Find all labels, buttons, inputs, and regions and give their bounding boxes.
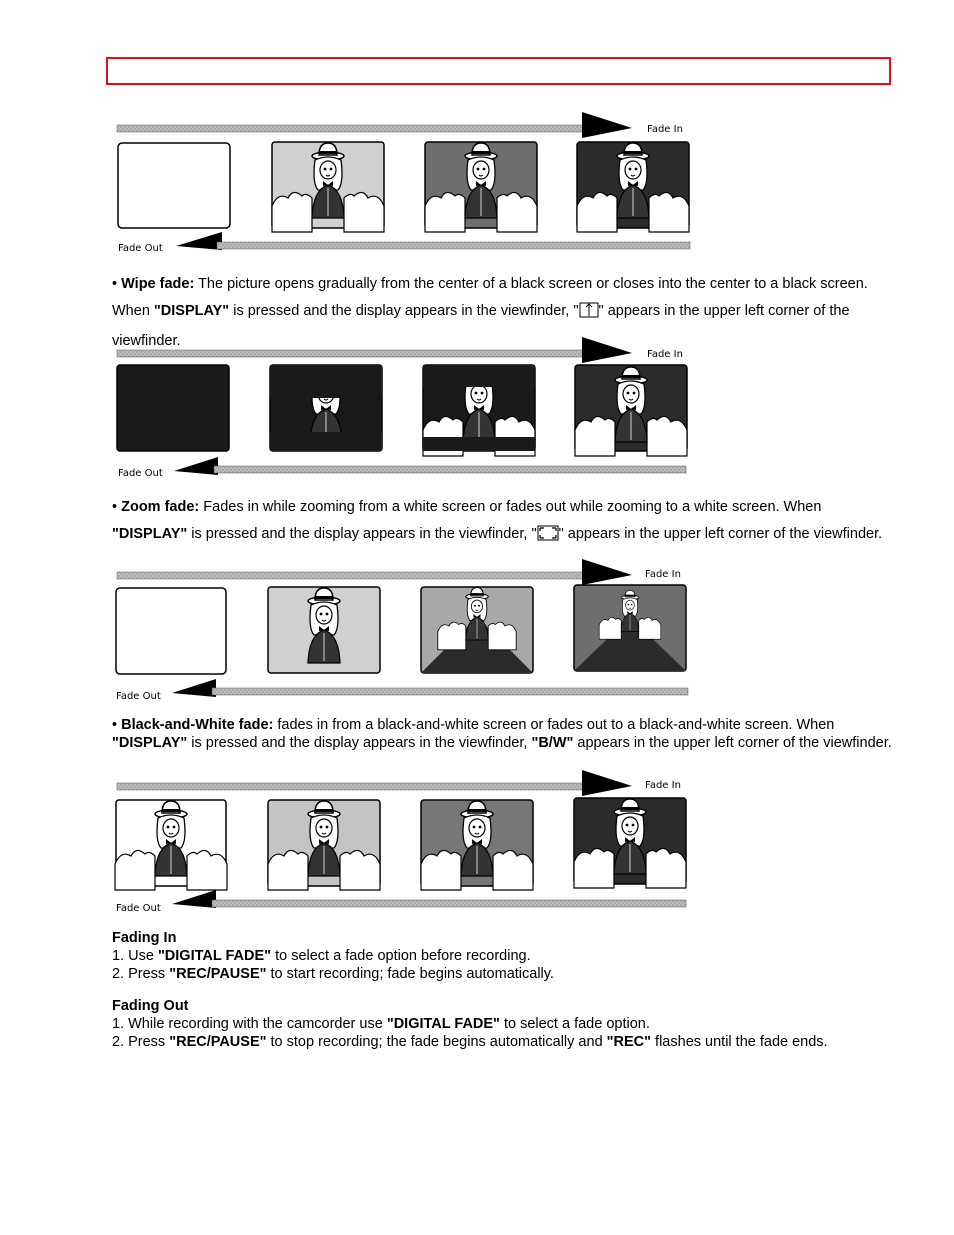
wipe-indicator-icon (579, 301, 599, 328)
fading-in-section (112, 929, 892, 983)
zoom-fade-term: Zoom fade: (121, 499, 200, 515)
fade-diagram-bw (112, 768, 692, 913)
fading-out-step-1: 1. While recording with the camcorder use "DIGITAL FADE" to select a fade option. (112, 1016, 650, 1032)
wipe-fade-paragraph: • Wipe fade: The picture opens gradually from the center of a black screen or closes into the center to a black screen. When "DISPLAY" is pressed and the display appears in the viewfinder, " " appears in the upper left corner of the viewfinder. (112, 276, 868, 349)
fade-out-label: Fade Out (118, 468, 163, 479)
fading-in-heading: Fading In (112, 930, 177, 946)
fade-diagram-zoom (112, 557, 692, 702)
fade-in-label: Fade In (645, 569, 681, 580)
bullet: • (112, 499, 118, 515)
bw-fade-term: Black-and-White fade: (121, 717, 274, 733)
fade-in-label: Fade In (647, 349, 683, 360)
fade-out-label: Fade Out (118, 243, 163, 254)
fade-out-label: Fade Out (116, 903, 161, 913)
zoom-indicator-icon (537, 524, 559, 551)
fade-in-label: Fade In (645, 780, 681, 791)
wipe-fade-term: Wipe fade: (121, 276, 195, 292)
bullet: • (112, 276, 118, 292)
frame-white (118, 143, 230, 228)
fading-out-section (112, 997, 892, 1051)
bw-fade-paragraph: • Black-and-White fade: fades in from a black-and-white screen or fades out to a black-and-white screen. When "DISPLAY" is pressed and the display appears in the viewfinder, "B/W" appears in the upper left corner of the viewfinder. (112, 717, 892, 751)
fade-diagram-wipe (112, 335, 692, 480)
fading-out-step-2: 2. Press "REC/PAUSE" to stop recording; the fade begins automatically and "REC" flashes until the fade ends. (112, 1034, 828, 1050)
zoom-fade-paragraph: • Zoom fade: Fades in while zooming from a white screen or fades out while zooming to a white screen. When "DISPLAY" is pressed and the display appears in the viewfinder, " " appears in the upper left corner of the viewfinder. (112, 494, 892, 551)
fade-in-label: Fade In (647, 124, 683, 135)
fade-diagram-1 (112, 110, 692, 255)
bullet: • (112, 717, 118, 733)
fading-in-step-2: 2. Press "REC/PAUSE" to start recording; fade begins automatically. (112, 966, 554, 982)
fade-out-label: Fade Out (116, 691, 161, 702)
page-header-bar (106, 57, 891, 85)
fading-out-heading: Fading Out (112, 998, 189, 1014)
fading-in-step-1: 1. Use "DIGITAL FADE" to select a fade option before recording. (112, 948, 531, 964)
